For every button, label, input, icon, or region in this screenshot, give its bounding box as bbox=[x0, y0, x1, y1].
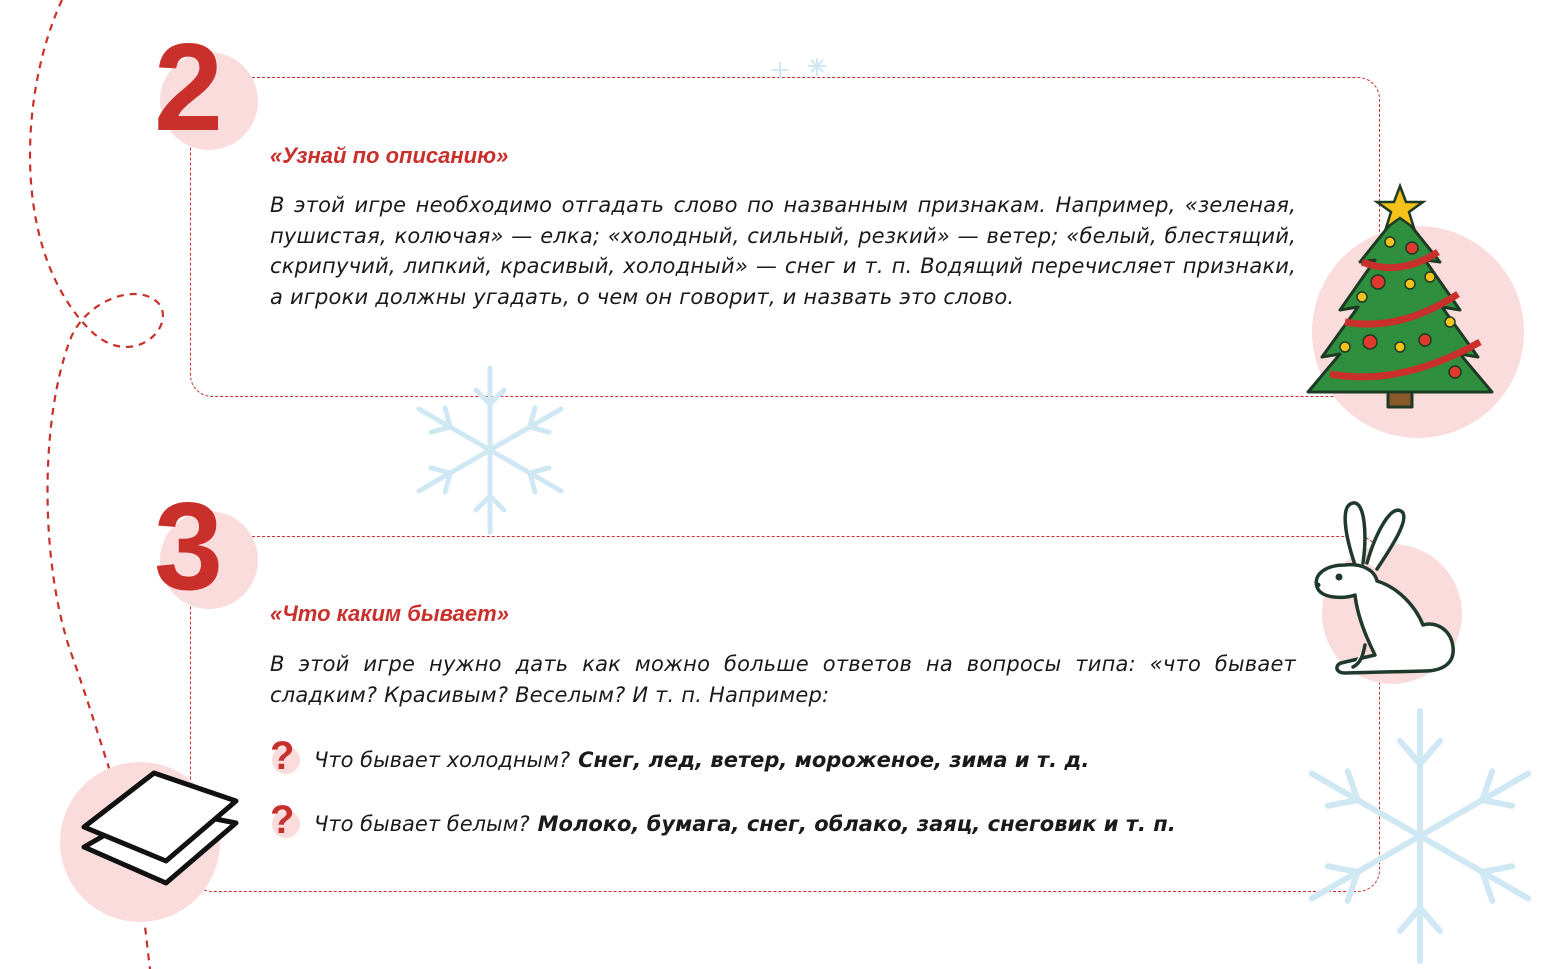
snowflake-icon bbox=[400, 360, 580, 540]
question-item bbox=[268, 734, 1090, 780]
answer-text: Молоко, бумага, снег, облако, заяц, снеговик и т. п. bbox=[537, 812, 1176, 836]
question-mark-icon: ? bbox=[268, 804, 302, 844]
section-2-number: 2 bbox=[154, 19, 223, 157]
question-mark-icon: ? bbox=[268, 740, 302, 780]
rabbit-icon bbox=[1305, 495, 1465, 680]
paper-sheets-icon bbox=[76, 765, 246, 895]
section-3-number: 3 bbox=[154, 478, 223, 616]
question-text: Что бывает холодным? bbox=[314, 748, 571, 772]
answer-text: Снег, лед, ветер, мороженое, зима и т. д. bbox=[578, 748, 1090, 772]
section-3-paragraph: В этой игре нужно дать как можно больше ответов на вопросы типа: «что бывает сладким? Красивым? Веселым? И т. п. Например: bbox=[270, 652, 1296, 707]
question-text: Что бывает белым? bbox=[314, 812, 530, 836]
christmas-tree-icon bbox=[1300, 182, 1500, 412]
section-3-title: «Что каким бывает» bbox=[270, 601, 509, 626]
section-2-paragraph: В этой игре необходимо отгадать слово по названным признакам. Например, «зеленая, пушистая, колючая» — елка; «холодный, сильный, резкий» — ветер; «белый, блестящий, скрипучий, липкий, красивый, холодный» — снег и т. п. Водящий перечисляет признаки, а игроки должны угадать, о чем он говорит, и назвать это слово. bbox=[270, 193, 1296, 309]
small-snowflake-icon bbox=[768, 56, 830, 78]
section-2-title: «Узнай по описанию» bbox=[270, 143, 509, 168]
snowflake-icon bbox=[1292, 704, 1548, 969]
question-item bbox=[268, 798, 1176, 844]
